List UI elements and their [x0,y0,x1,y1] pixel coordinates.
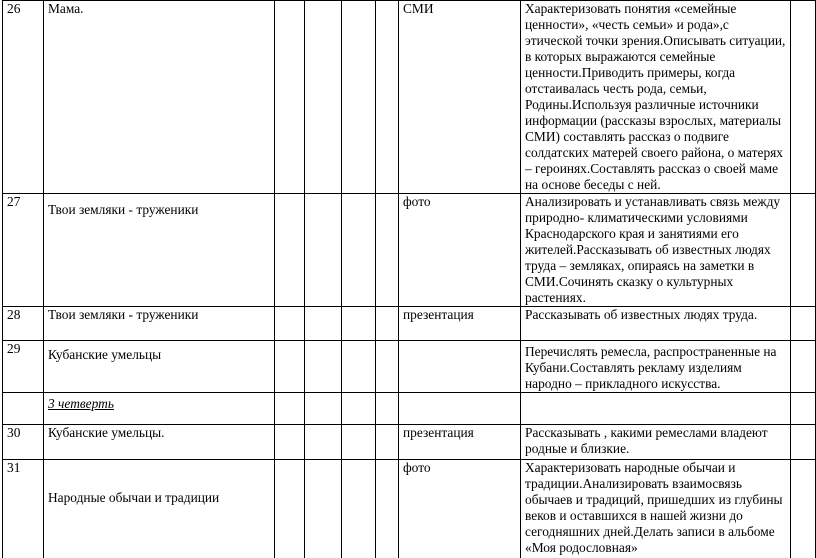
lesson-number: 28 [3,307,44,341]
lesson-number: 31 [3,460,44,558]
table-row [3,307,816,341]
empty-cell [791,460,816,558]
empty-cell [342,307,376,341]
empty-cell [342,393,376,425]
empty-cell [376,1,399,194]
empty-cell [342,194,376,307]
quarter-row [3,393,816,425]
lesson-topic: Мама. [44,1,275,194]
lesson-activity: Характеризовать понятия «семейные ценности», «честь семьи» и рода»,с этической точки зрения.Описывать ситуации, в которых выражаются семейные ценности.Приводить примеры, когда отстаивалась честь рода, семьи, Родины.Используя различные источники информации (рассказы взрослых, материалы СМИ) составлять рассказ о подвиге солдатских матерей своего района, о матерях – героинях.Составлять рассказ о своей маме на основе беседы с ней. [521,1,791,194]
lesson-number: 29 [3,341,44,393]
quarter-heading: 3 четверть [48,396,114,411]
empty-cell [305,460,342,558]
empty-cell [275,460,305,558]
lesson-activity: Перечислять ремесла, распространенные на Кубани.Составлять рекламу изделиям народно – прикладного искусства. [521,341,791,393]
lesson-number: 27 [3,194,44,307]
empty-cell [305,1,342,194]
empty-cell [376,341,399,393]
lesson-resource: фото [399,194,521,307]
empty-cell [275,1,305,194]
lesson-topic: Кубанские умельцы. [44,425,275,460]
lesson-topic: Народные обычаи и традиции [44,460,275,558]
empty-cell [791,341,816,393]
empty-cell [376,460,399,558]
empty-cell [305,393,342,425]
lesson-resource: презентация [399,425,521,460]
table-row [3,425,816,460]
empty-cell [791,1,816,194]
empty-cell [275,341,305,393]
empty-cell [275,393,305,425]
empty-cell [342,460,376,558]
empty-cell [342,1,376,194]
empty-cell [791,194,816,307]
empty-cell [3,393,44,425]
table-row [3,194,816,307]
lesson-topic: Кубанские умельцы [44,341,275,393]
empty-cell [275,194,305,307]
lesson-plan-table [2,0,816,558]
table-row [3,460,816,558]
empty-cell [275,307,305,341]
table-row [3,1,816,194]
empty-cell [342,341,376,393]
empty-cell [305,194,342,307]
lesson-resource: фото [399,460,521,558]
empty-cell [376,194,399,307]
lesson-topic: Твои земляки - труженики [44,307,275,341]
empty-cell [342,425,376,460]
lesson-activity: Рассказывать об известных людях труда. [521,307,791,341]
lesson-activity: Характеризовать народные обычаи и традиции.Анализировать взаимосвязь обычаев и традиций, пришедших из глубины веков и оставшихся в нашей жизни до сегодняшних дней.Делать записи в альбоме «Моя родословная» [521,460,791,558]
lesson-topic: Твои земляки - труженики [44,194,275,307]
empty-cell [791,393,816,425]
lesson-activity: Рассказывать , какими ремеслами владеют родные и близкие. [521,425,791,460]
lesson-number: 30 [3,425,44,460]
empty-cell [399,393,521,425]
empty-cell [791,425,816,460]
empty-cell [376,307,399,341]
empty-cell [305,341,342,393]
empty-cell [521,393,791,425]
lesson-resource: СМИ [399,1,521,194]
empty-cell [305,425,342,460]
empty-cell [275,425,305,460]
empty-cell [305,307,342,341]
empty-cell [791,307,816,341]
lesson-resource [399,341,521,393]
lesson-activity: Анализировать и устанавливать связь между природно- климатическими условиями Краснодарского края и занятиями его жителей.Рассказывать об известных людях труда – земляках, опираясь на заметки в СМИ.Сочинять сказку о культурных растениях. [521,194,791,307]
lesson-number: 26 [3,1,44,194]
empty-cell [376,393,399,425]
empty-cell [376,425,399,460]
lesson-resource: презентация [399,307,521,341]
table-row [3,341,816,393]
